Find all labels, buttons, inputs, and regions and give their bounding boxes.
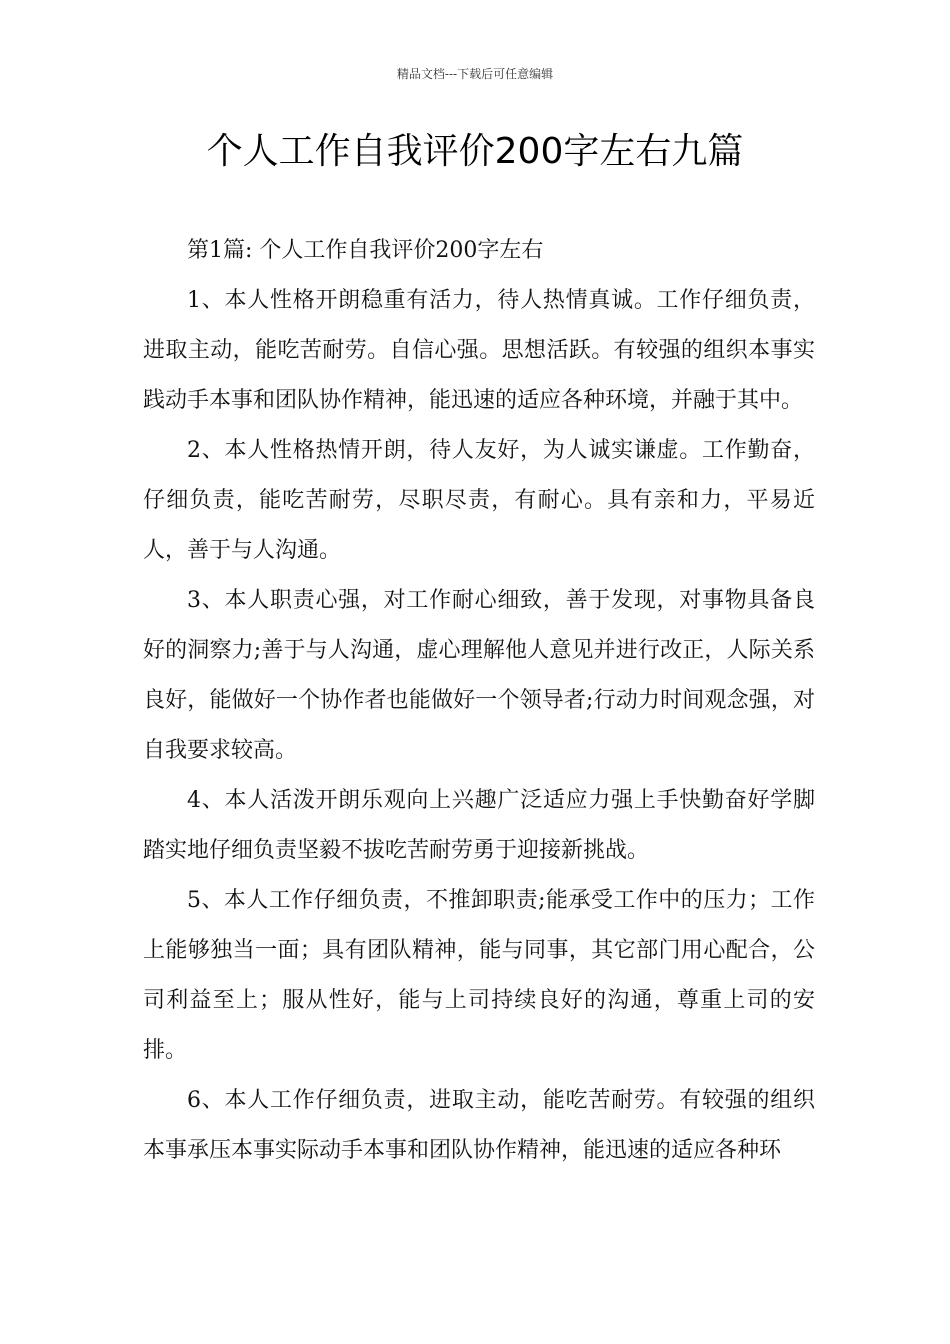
paragraph-4: 4、本人活泼开朗乐观向上兴趣广泛适应力强上手快勤奋好学脚踏实地仔细负责坚毅不拔吃苦耐劳勇于迎接新挑战。 [143,788,815,863]
header-note: 精品文档---下载后可任意编辑 [396,67,554,81]
section-heading: 第1篇: 个人工作自我评价200字左右 [187,238,544,263]
document-body [143,226,815,1176]
paragraph-2: 2、本人性格热情开朗，待人友好，为人诚实谦虚。工作勤奋，仔细负责，能吃苦耐劳，尽职尽责，有耐心。具有亲和力，平易近人，善于与人沟通。 [143,438,815,563]
paragraph-5: 5、本人工作仔细负责，不推卸职责;能承受工作中的压力；工作上能够独当一面；具有团队精神，能与同事，其它部门用心配合，公司利益至上；服从性好，能与上司持续良好的沟通，尊重上司的安排。 [143,888,815,1063]
paragraph-1: 1、本人性格开朗稳重有活力，待人热情真诚。工作仔细负责，进取主动，能吃苦耐劳。自信心强。思想活跃。有较强的组织本事实践动手本事和团队协作精神，能迅速的适应各种环境，并融于其中。 [143,288,815,413]
paragraph-6: 6、本人工作仔细负责，进取主动，能吃苦耐劳。有较强的组织本事承压本事实际动手本事和团队协作精神，能迅速的适应各种环 [143,1088,815,1163]
paragraph-3: 3、本人职责心强，对工作耐心细致，善于发现，对事物具备良好的洞察力;善于与人沟通，虚心理解他人意见并进行改正，人际关系良好，能做好一个协作者也能做好一个领导者;行动力时间观念强，对自我要求较高。 [143,588,815,763]
document-title: 个人工作自我评价200字左右九篇 [206,131,744,172]
